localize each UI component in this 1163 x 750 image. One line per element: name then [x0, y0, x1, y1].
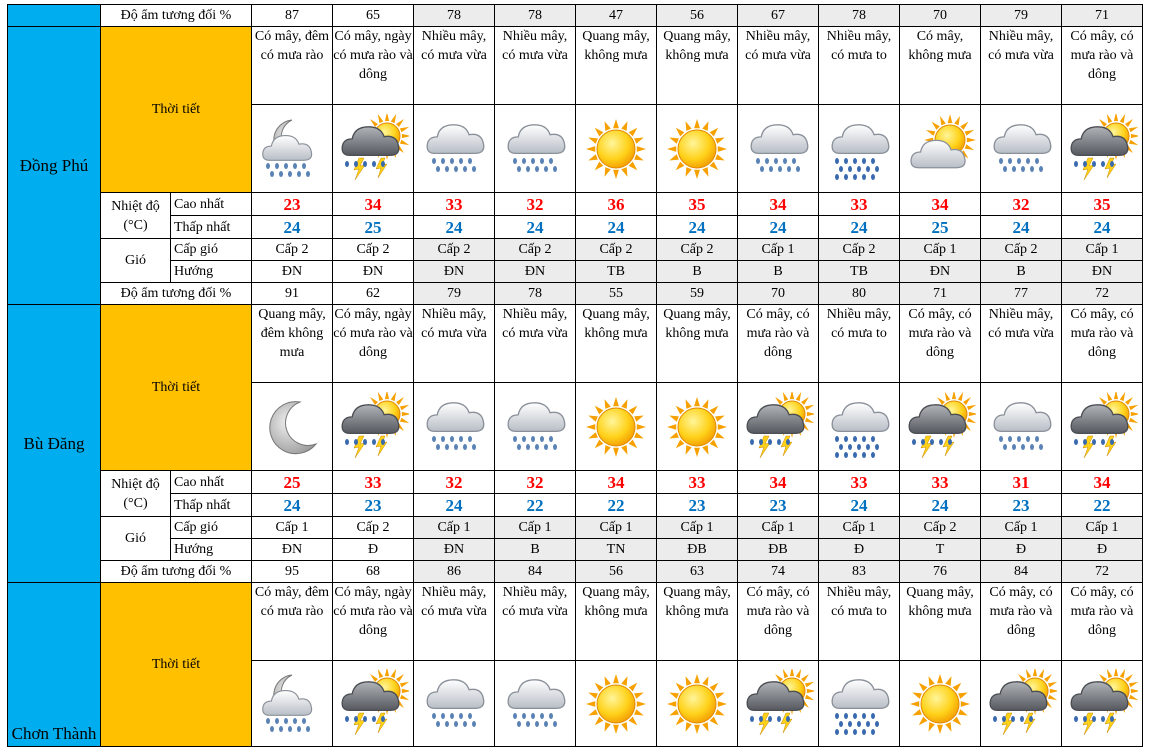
table-row [8, 27, 1143, 105]
wind-direction: ĐB [738, 539, 819, 561]
low-temp: 24 [414, 494, 495, 517]
moon-rain-icon [256, 114, 328, 184]
low-temp: 23 [657, 494, 738, 517]
storm-sun-icon [337, 392, 409, 462]
wind-direction: B [495, 539, 576, 561]
low-temp: 25 [333, 216, 414, 239]
weather-description: Nhiều mây, có mưa vừa [414, 27, 495, 105]
weather-icon-cell [981, 383, 1062, 471]
humidity-label: Độ ẩm tương đối % [101, 561, 252, 583]
weather-icon-cell [657, 383, 738, 471]
wind-level: Cấp 2 [657, 239, 738, 261]
storm-sun-icon [742, 669, 814, 739]
heavy-rain-icon [823, 114, 895, 184]
humidity-value: 91 [252, 283, 333, 305]
weather-description: Nhiều mây, có mưa vừa [414, 305, 495, 383]
wind-direction: Đ [333, 539, 414, 561]
wind-direction: ĐB [657, 539, 738, 561]
weather-icon-cell [819, 105, 900, 193]
weather-description: Nhiều mây, có mưa vừa [495, 583, 576, 661]
wind-level: Cấp 2 [414, 239, 495, 261]
humidity-value: 83 [819, 561, 900, 583]
low-temp: 22 [1062, 494, 1143, 517]
humidity-value: 67 [738, 5, 819, 27]
weather-description: Có mây, có mưa rào và dông [900, 305, 981, 383]
high-temp: 34 [1062, 471, 1143, 494]
weather-description: Nhiều mây, có mưa vừa [495, 305, 576, 383]
humidity-value: 80 [819, 283, 900, 305]
forecast-table [7, 4, 1143, 747]
humidity-value: 70 [900, 5, 981, 27]
low-temp: 24 [414, 216, 495, 239]
weather-description: Quang mây, không mưa [576, 305, 657, 383]
weather-icon-cell [252, 105, 333, 193]
table-row [8, 539, 1143, 561]
weather-icon-cell [657, 105, 738, 193]
weather-description: Có mây, có mưa rào và dông [738, 305, 819, 383]
wind-direction: ĐN [333, 261, 414, 283]
wind-level: Cấp 1 [819, 517, 900, 539]
weather-icon-cell [981, 661, 1062, 747]
weather-icon-cell [657, 661, 738, 747]
low-label: Thấp nhất [171, 216, 252, 239]
high-temp: 33 [900, 471, 981, 494]
weather-label: Thời tiết [101, 583, 252, 747]
weather-icon-cell [576, 661, 657, 747]
heavy-rain-icon [823, 392, 895, 462]
sun-icon [580, 392, 652, 462]
storm-sun-icon [337, 669, 409, 739]
low-temp: 24 [819, 494, 900, 517]
humidity-value: 70 [738, 283, 819, 305]
sun-icon [580, 114, 652, 184]
high-temp: 34 [333, 193, 414, 216]
weather-icon-cell [738, 105, 819, 193]
wind-level: Cấp 2 [576, 239, 657, 261]
table-row [8, 471, 1143, 494]
humidity-label: Độ ẩm tương đối % [101, 5, 252, 27]
weather-description: Nhiều mây, có mưa vừa [981, 27, 1062, 105]
humidity-value: 68 [333, 561, 414, 583]
wind-direction: B [657, 261, 738, 283]
wind-level-label: Cấp gió [171, 239, 252, 261]
humidity-value: 78 [819, 5, 900, 27]
low-temp: 22 [495, 494, 576, 517]
wind-direction: B [981, 261, 1062, 283]
high-temp: 33 [333, 471, 414, 494]
weather-description: Có mây, ngày có mưa rào và dông [333, 27, 414, 105]
low-temp: 24 [1062, 216, 1143, 239]
weather-icon-cell [252, 383, 333, 471]
low-temp: 24 [900, 494, 981, 517]
low-temp: 23 [981, 494, 1062, 517]
high-temp: 34 [738, 193, 819, 216]
province-cell-cropped [8, 5, 101, 27]
weather-description: Quang mây, không mưa [576, 27, 657, 105]
humidity-value: 78 [495, 5, 576, 27]
weather-description: Quang mây, không mưa [657, 305, 738, 383]
humidity-value: 62 [333, 283, 414, 305]
low-temp: 24 [819, 216, 900, 239]
high-temp: 32 [495, 471, 576, 494]
wind-level: Cấp 1 [738, 239, 819, 261]
weather-description: Có mây, có mưa rào và dông [981, 583, 1062, 661]
wind-direction: ĐN [252, 261, 333, 283]
weather-label: Thời tiết [101, 27, 252, 193]
wind-level: Cấp 1 [1062, 517, 1143, 539]
storm-sun-icon [1066, 114, 1138, 184]
rain-cloud-icon [499, 669, 571, 739]
weather-description: Nhiều mây, có mưa vừa [738, 27, 819, 105]
high-label: Cao nhất [171, 471, 252, 494]
cloud-sun-icon [904, 114, 976, 184]
weather-icon-cell [900, 383, 981, 471]
humidity-value: 79 [414, 283, 495, 305]
weather-description: Nhiều mây, có mưa to [819, 27, 900, 105]
weather-icon-cell [981, 105, 1062, 193]
wind-level: Cấp 1 [900, 239, 981, 261]
low-label: Thấp nhất [171, 494, 252, 517]
weather-description: Nhiều mây, có mưa to [819, 583, 900, 661]
table-row [8, 5, 1143, 27]
wind-direction: ĐN [414, 261, 495, 283]
humidity-value: 95 [252, 561, 333, 583]
wind-level-label: Cấp gió [171, 517, 252, 539]
wind-direction: ĐN [495, 261, 576, 283]
weather-description: Nhiều mây, có mưa vừa [981, 305, 1062, 383]
weather-icon-cell [495, 661, 576, 747]
wind-label: Gió [101, 239, 171, 283]
temp-label: Nhiệt độ (°C) [101, 193, 171, 239]
high-temp: 32 [981, 193, 1062, 216]
table-row [8, 561, 1143, 583]
weather-icon-cell [576, 383, 657, 471]
storm-sun-icon [742, 392, 814, 462]
weather-description: Có mây, có mưa rào và dông [1062, 583, 1143, 661]
rain-cloud-icon [418, 669, 490, 739]
weather-label: Thời tiết [101, 305, 252, 471]
low-temp: 25 [900, 216, 981, 239]
humidity-value: 47 [576, 5, 657, 27]
wind-direction: Đ [981, 539, 1062, 561]
humidity-value: 65 [333, 5, 414, 27]
wind-direction: T [900, 539, 981, 561]
wind-direction: ĐN [900, 261, 981, 283]
wind-level: Cấp 2 [333, 517, 414, 539]
low-temp: 24 [252, 494, 333, 517]
weather-description: Quang mây, không mưa [900, 583, 981, 661]
sun-icon [580, 669, 652, 739]
sun-icon [661, 669, 733, 739]
weather-icon-cell [576, 105, 657, 193]
table-row [8, 517, 1143, 539]
weather-description: Có mây, ngày có mưa rào và dông [333, 583, 414, 661]
table-row [8, 216, 1143, 239]
wind-level: Cấp 2 [900, 517, 981, 539]
table-row [8, 283, 1143, 305]
high-temp: 23 [252, 193, 333, 216]
wind-dir-label: Hướng [171, 539, 252, 561]
weather-description: Nhiều mây, có mưa to [819, 305, 900, 383]
humidity-label: Độ ẩm tương đối % [101, 283, 252, 305]
sun-icon [904, 669, 976, 739]
weather-description: Quang mây, không mưa [657, 27, 738, 105]
wind-level: Cấp 1 [1062, 239, 1143, 261]
wind-level: Cấp 2 [333, 239, 414, 261]
weather-icon-cell [1062, 105, 1143, 193]
wind-level: Cấp 1 [414, 517, 495, 539]
humidity-value: 84 [981, 561, 1062, 583]
wind-level: Cấp 1 [576, 517, 657, 539]
moon-rain-icon [256, 669, 328, 739]
humidity-value: 55 [576, 283, 657, 305]
wind-direction: B [738, 261, 819, 283]
weather-description: Có mây, không mưa [900, 27, 981, 105]
high-temp: 34 [738, 471, 819, 494]
moon-icon [256, 392, 328, 462]
weather-icon-cell [495, 383, 576, 471]
wind-direction: ĐN [414, 539, 495, 561]
high-temp: 33 [819, 193, 900, 216]
table-row [8, 583, 1143, 661]
weather-description: Có mây, ngày có mưa rào và dông [333, 305, 414, 383]
table-row [8, 193, 1143, 216]
humidity-value: 71 [900, 283, 981, 305]
weather-icon-cell [900, 105, 981, 193]
rain-cloud-icon [499, 114, 571, 184]
weather-icon-cell [333, 661, 414, 747]
weather-description: Nhiều mây, có mưa vừa [414, 583, 495, 661]
high-temp: 34 [576, 471, 657, 494]
humidity-value: 56 [576, 561, 657, 583]
weather-icon-cell [1062, 383, 1143, 471]
weather-icon-cell [333, 383, 414, 471]
humidity-value: 74 [738, 561, 819, 583]
high-temp: 25 [252, 471, 333, 494]
high-temp: 36 [576, 193, 657, 216]
humidity-value: 63 [657, 561, 738, 583]
rain-cloud-icon [418, 392, 490, 462]
low-temp: 24 [981, 216, 1062, 239]
weather-icon-cell [900, 661, 981, 747]
humidity-value: 71 [1062, 5, 1143, 27]
storm-sun-icon [337, 114, 409, 184]
wind-level: Cấp 2 [819, 239, 900, 261]
low-temp: 24 [252, 216, 333, 239]
weather-icon-cell [414, 383, 495, 471]
humidity-value: 78 [495, 283, 576, 305]
rain-cloud-icon [985, 392, 1057, 462]
low-temp: 24 [495, 216, 576, 239]
weather-icon-cell [414, 105, 495, 193]
humidity-value: 84 [495, 561, 576, 583]
rain-cloud-icon [742, 114, 814, 184]
high-temp: 33 [414, 193, 495, 216]
weather-description: Có mây, có mưa rào và dông [1062, 27, 1143, 105]
rain-cloud-icon [499, 392, 571, 462]
high-temp: 32 [495, 193, 576, 216]
rain-cloud-icon [985, 114, 1057, 184]
wind-level: Cấp 1 [657, 517, 738, 539]
humidity-value: 56 [657, 5, 738, 27]
province-name: Đồng Phú [8, 27, 101, 305]
wind-direction: TB [819, 261, 900, 283]
province-name: Bù Đăng [8, 305, 101, 583]
storm-sun-icon [1066, 669, 1138, 739]
wind-direction: Đ [819, 539, 900, 561]
weather-icon-cell [738, 661, 819, 747]
wind-level: Cấp 1 [495, 517, 576, 539]
weather-description: Có mây, có mưa rào và dông [1062, 305, 1143, 383]
low-temp: 24 [576, 216, 657, 239]
high-temp: 35 [657, 193, 738, 216]
table-row [8, 305, 1143, 383]
wind-label: Gió [101, 517, 171, 561]
high-temp: 33 [819, 471, 900, 494]
table-row [8, 494, 1143, 517]
weather-description: Quang mây, đêm không mưa [252, 305, 333, 383]
humidity-value: 72 [1062, 561, 1143, 583]
high-label: Cao nhất [171, 193, 252, 216]
humidity-value: 78 [414, 5, 495, 27]
wind-direction: TB [576, 261, 657, 283]
humidity-value: 86 [414, 561, 495, 583]
low-temp: 24 [738, 216, 819, 239]
sun-icon [661, 392, 733, 462]
weather-icon-cell [414, 661, 495, 747]
storm-sun-icon [1066, 392, 1138, 462]
weather-icon-cell [738, 383, 819, 471]
province-name: Chơn Thành [8, 583, 101, 747]
weather-icon-cell [333, 105, 414, 193]
low-temp: 23 [738, 494, 819, 517]
wind-direction: ĐN [252, 539, 333, 561]
weather-description: Có mây, đêm có mưa rào [252, 27, 333, 105]
humidity-value: 79 [981, 5, 1062, 27]
weather-icon-cell [252, 661, 333, 747]
weather-icon-cell [819, 661, 900, 747]
wind-level: Cấp 1 [252, 517, 333, 539]
high-temp: 32 [414, 471, 495, 494]
weather-description: Quang mây, không mưa [576, 583, 657, 661]
heavy-rain-icon [823, 669, 895, 739]
high-temp: 33 [657, 471, 738, 494]
wind-level: Cấp 1 [981, 517, 1062, 539]
low-temp: 23 [333, 494, 414, 517]
wind-direction: Đ [1062, 539, 1143, 561]
wind-level: Cấp 1 [738, 517, 819, 539]
weather-description: Quang mây, không mưa [657, 583, 738, 661]
weather-description: Có mây, đêm có mưa rào [252, 583, 333, 661]
high-temp: 31 [981, 471, 1062, 494]
weather-icon-cell [1062, 661, 1143, 747]
table-row [8, 239, 1143, 261]
humidity-value: 76 [900, 561, 981, 583]
weather-description: Nhiều mây, có mưa vừa [495, 27, 576, 105]
high-temp: 35 [1062, 193, 1143, 216]
weather-icon-cell [495, 105, 576, 193]
wind-level: Cấp 2 [495, 239, 576, 261]
low-temp: 24 [657, 216, 738, 239]
wind-direction: TN [576, 539, 657, 561]
humidity-value: 77 [981, 283, 1062, 305]
high-temp: 34 [900, 193, 981, 216]
temp-label: Nhiệt độ (°C) [101, 471, 171, 517]
wind-dir-label: Hướng [171, 261, 252, 283]
table-row [8, 261, 1143, 283]
humidity-value: 59 [657, 283, 738, 305]
storm-sun-icon [985, 669, 1057, 739]
sun-icon [661, 114, 733, 184]
weather-description: Có mây, có mưa rào và dông [738, 583, 819, 661]
storm-sun-icon [904, 392, 976, 462]
humidity-value: 72 [1062, 283, 1143, 305]
wind-direction: ĐN [1062, 261, 1143, 283]
rain-cloud-icon [418, 114, 490, 184]
wind-level: Cấp 2 [981, 239, 1062, 261]
low-temp: 22 [576, 494, 657, 517]
weather-icon-cell [819, 383, 900, 471]
humidity-value: 87 [252, 5, 333, 27]
wind-level: Cấp 2 [252, 239, 333, 261]
